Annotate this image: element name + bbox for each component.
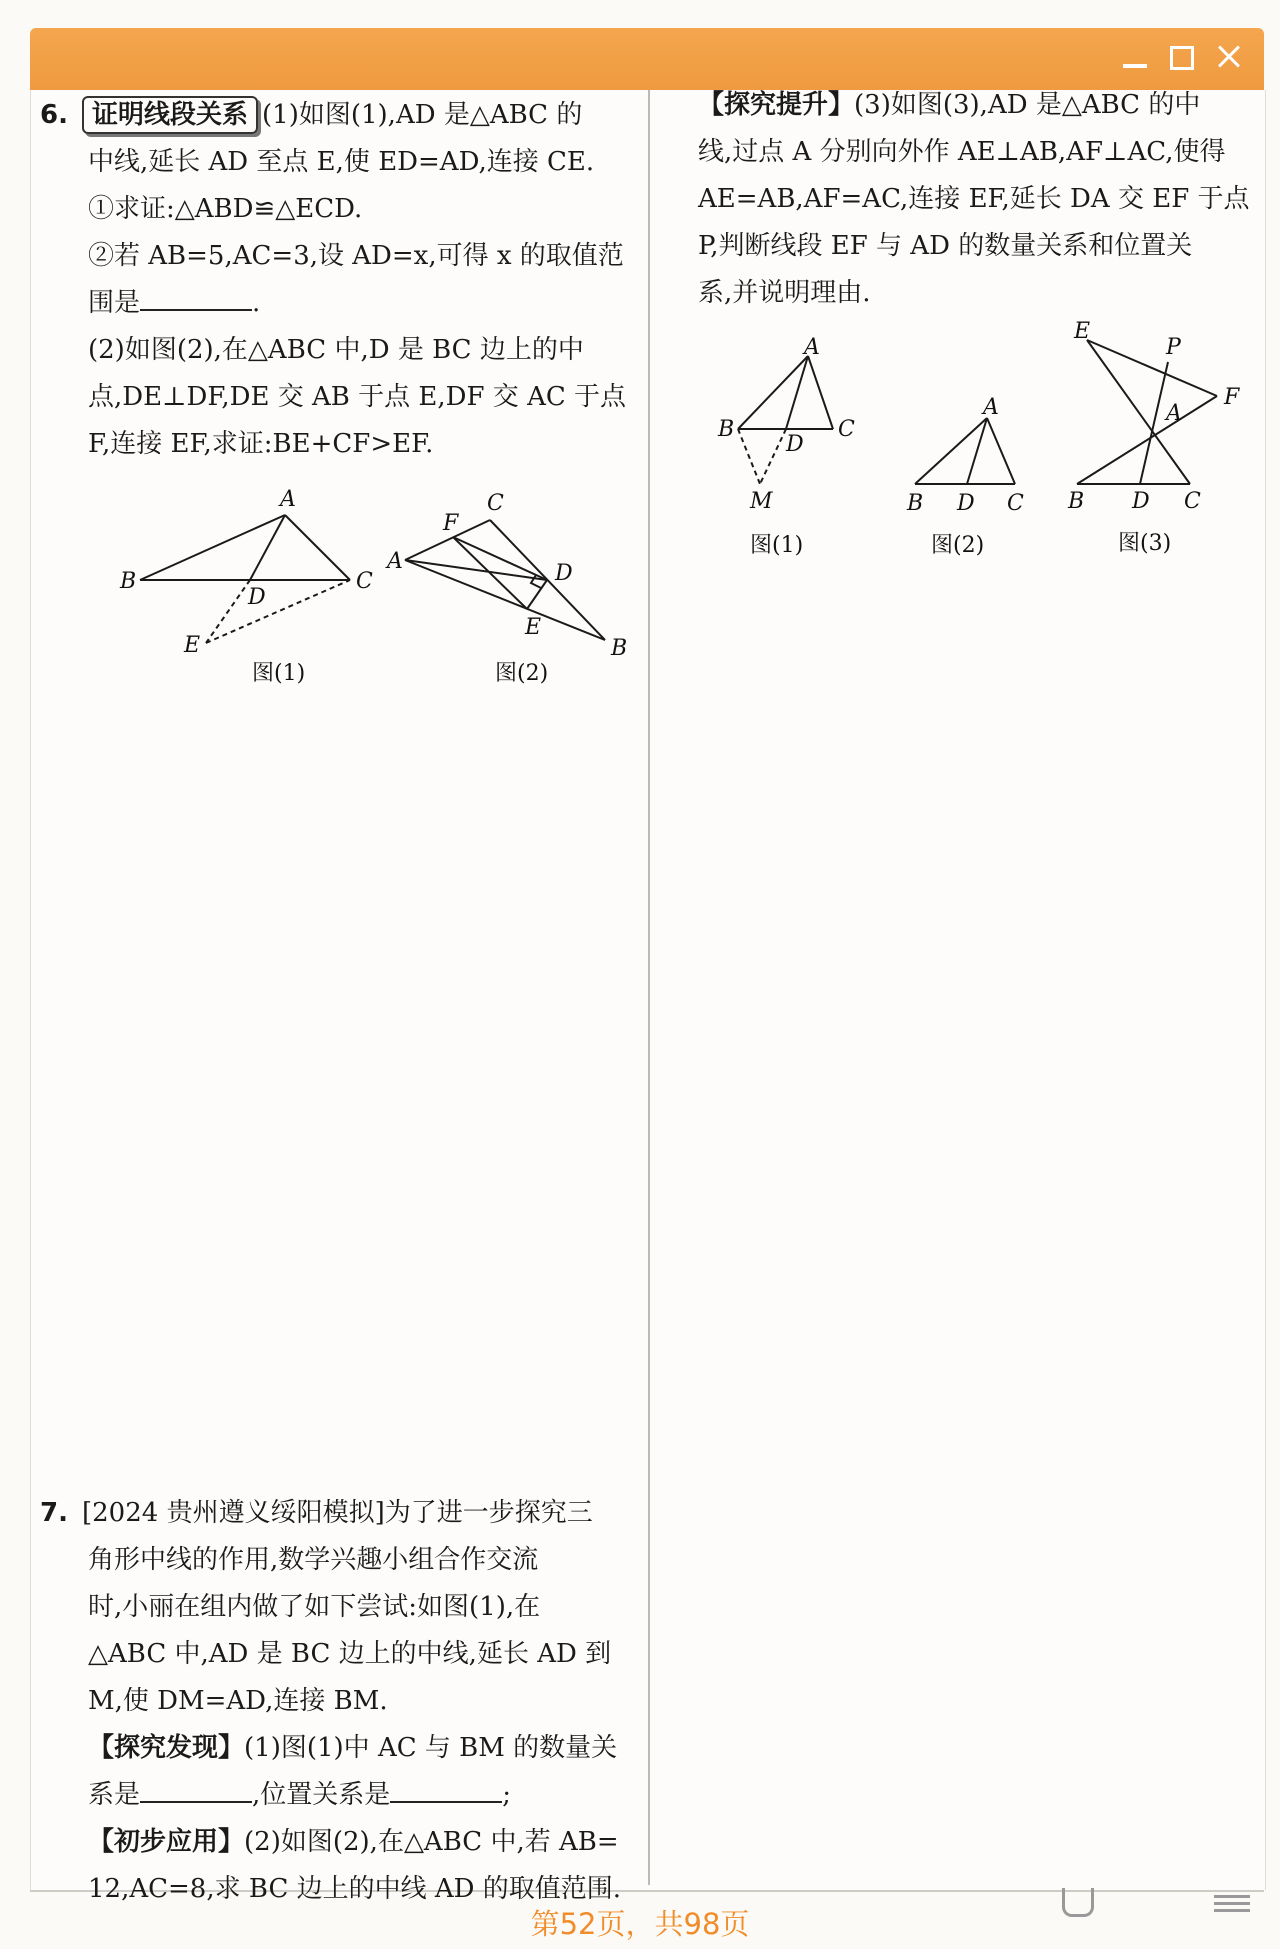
label-d: D — [555, 561, 573, 586]
segment-bm — [738, 429, 760, 484]
text-line: M,使 DM=AD,连接 BM. — [88, 1686, 388, 1716]
question-6 — [40, 92, 640, 468]
label-m: M — [750, 489, 773, 514]
figure-caption: 图(2) — [931, 533, 985, 558]
label-c: C — [356, 569, 373, 594]
label-a: A — [804, 336, 820, 360]
answer-blank[interactable] — [140, 289, 252, 311]
answer-blank-quantity[interactable] — [140, 1781, 252, 1803]
text-line: ,位置关系是 — [252, 1780, 391, 1810]
segment-ac — [987, 418, 1015, 484]
column-divider — [648, 90, 650, 1885]
figure-caption: 图(2) — [495, 661, 549, 686]
punctuation: . — [252, 288, 261, 318]
question-7 — [40, 1490, 640, 1913]
segment-cb — [490, 520, 605, 640]
text-line: 线,过点 A 分别向外作 AE⊥AB,AF⊥AC,使得 — [698, 137, 1226, 167]
page-indicator: 第52页，共98页 — [530, 1907, 750, 1941]
label-b: B — [1068, 489, 1085, 514]
text-line: F,连接 EF,求证:BE+CF>EF. — [88, 429, 434, 459]
figure-caption: 图(1) — [252, 661, 306, 686]
text-line: P,判断线段 EF 与 AD 的数量关系和位置关 — [698, 231, 1193, 261]
segment-dp — [1140, 362, 1168, 484]
label-b: B — [718, 417, 735, 442]
text-line: (2)如图(2),在△ABC 中,若 AB= — [244, 1827, 619, 1857]
label-p: P — [1166, 335, 1181, 360]
label-d: D — [248, 585, 266, 610]
segment-ad — [250, 515, 285, 580]
label-d: D — [1132, 489, 1150, 514]
q7-figure-3 — [1062, 320, 1262, 566]
segment-ac — [808, 356, 833, 429]
text-line: (1)图(1)中 AC 与 BM 的数量关 — [244, 1733, 618, 1763]
label-c: C — [1007, 491, 1024, 516]
q6-figure-2 — [375, 480, 645, 690]
text-line: 角形中线的作用,数学兴趣小组合作交流 — [88, 1545, 539, 1575]
segment-fc — [1077, 396, 1217, 484]
label-e: E — [1074, 320, 1091, 344]
maximize-icon[interactable] — [1166, 42, 1196, 72]
label-c: C — [838, 417, 855, 442]
label-d: D — [786, 432, 804, 457]
segment-ac — [285, 515, 350, 580]
label-b: B — [907, 491, 924, 516]
text-line: 围是 — [88, 288, 141, 318]
text-line: (1)如图(1),AD 是△ABC 的 — [262, 100, 583, 130]
minimize-icon[interactable] — [1120, 42, 1150, 72]
label-f: F — [1224, 385, 1240, 410]
close-icon[interactable] — [1214, 42, 1244, 72]
label-e: E — [525, 615, 542, 640]
question-tag: 证明线段关系 — [82, 96, 258, 134]
label-a: A — [1166, 401, 1182, 426]
text-line: 系是 — [88, 1780, 141, 1810]
label-a: A — [280, 487, 296, 512]
text-line: 系,并说明理由. — [698, 278, 871, 308]
label-a: A — [983, 395, 999, 420]
label-f: F — [443, 511, 459, 536]
answer-blank-position[interactable] — [390, 1781, 502, 1803]
segment-de — [206, 580, 250, 643]
segment-ab — [140, 515, 285, 580]
text-line: 为了进一步探究三 — [384, 1498, 593, 1528]
q7-figure-2 — [895, 390, 1045, 566]
section-tag: 【初步应用】 — [88, 1827, 245, 1857]
text-line: ②若 AB=5,AC=3,设 AD=x,可得 x 的取值范 — [88, 241, 624, 271]
question-source: [2024 贵州遵义绥阳模拟] — [82, 1498, 385, 1528]
text-line: △ABC 中,AD 是 BC 边上的中线,延长 AD 到 — [88, 1639, 612, 1669]
label-b: B — [120, 569, 137, 594]
label-d: D — [957, 491, 975, 516]
segment-dm — [760, 429, 786, 484]
text-line: 时,小丽在组内做了如下尝试:如图(1),在 — [88, 1592, 541, 1622]
text-line: ①求证:△ABD≌△ECD. — [88, 194, 363, 224]
text-line: 中线,延长 AD 至点 E,使 ED=AD,连接 CE. — [88, 147, 595, 177]
figure-caption: 图(3) — [1118, 531, 1172, 556]
q7-figure-1 — [708, 336, 868, 566]
segment-ab — [405, 560, 605, 640]
question-7-extension — [698, 82, 1263, 317]
q6-figure-1 — [100, 480, 400, 690]
question-number: 7. — [40, 1498, 68, 1528]
window-title-bar — [30, 28, 1264, 90]
segment-de — [527, 580, 547, 609]
label-c: C — [1184, 489, 1201, 514]
figure-caption: 图(1) — [750, 533, 804, 558]
question-number: 6. — [40, 100, 68, 130]
text-line: AE=AB,AF=AC,连接 EF,延长 DA 交 EF 于点 — [698, 184, 1250, 214]
text-line: (3)如图(3),AD 是△ABC 的中 — [854, 90, 1201, 120]
label-e: E — [184, 633, 201, 658]
text-line: 点,DE⊥DF,DE 交 AB 于点 E,DF 交 AC 于点 — [88, 382, 627, 412]
label-a: A — [387, 549, 403, 574]
label-b: B — [611, 636, 628, 661]
section-tag: 【探究提升】 — [698, 90, 855, 120]
text-line: 12,AC=8,求 BC 边上的中线 AD 的取值范围. — [88, 1874, 622, 1904]
section-tag: 【探究发现】 — [88, 1733, 245, 1763]
text-line: (2)如图(2),在△ABC 中,D 是 BC 边上的中 — [88, 335, 584, 365]
label-c: C — [487, 491, 504, 516]
punctuation: ; — [502, 1780, 512, 1810]
